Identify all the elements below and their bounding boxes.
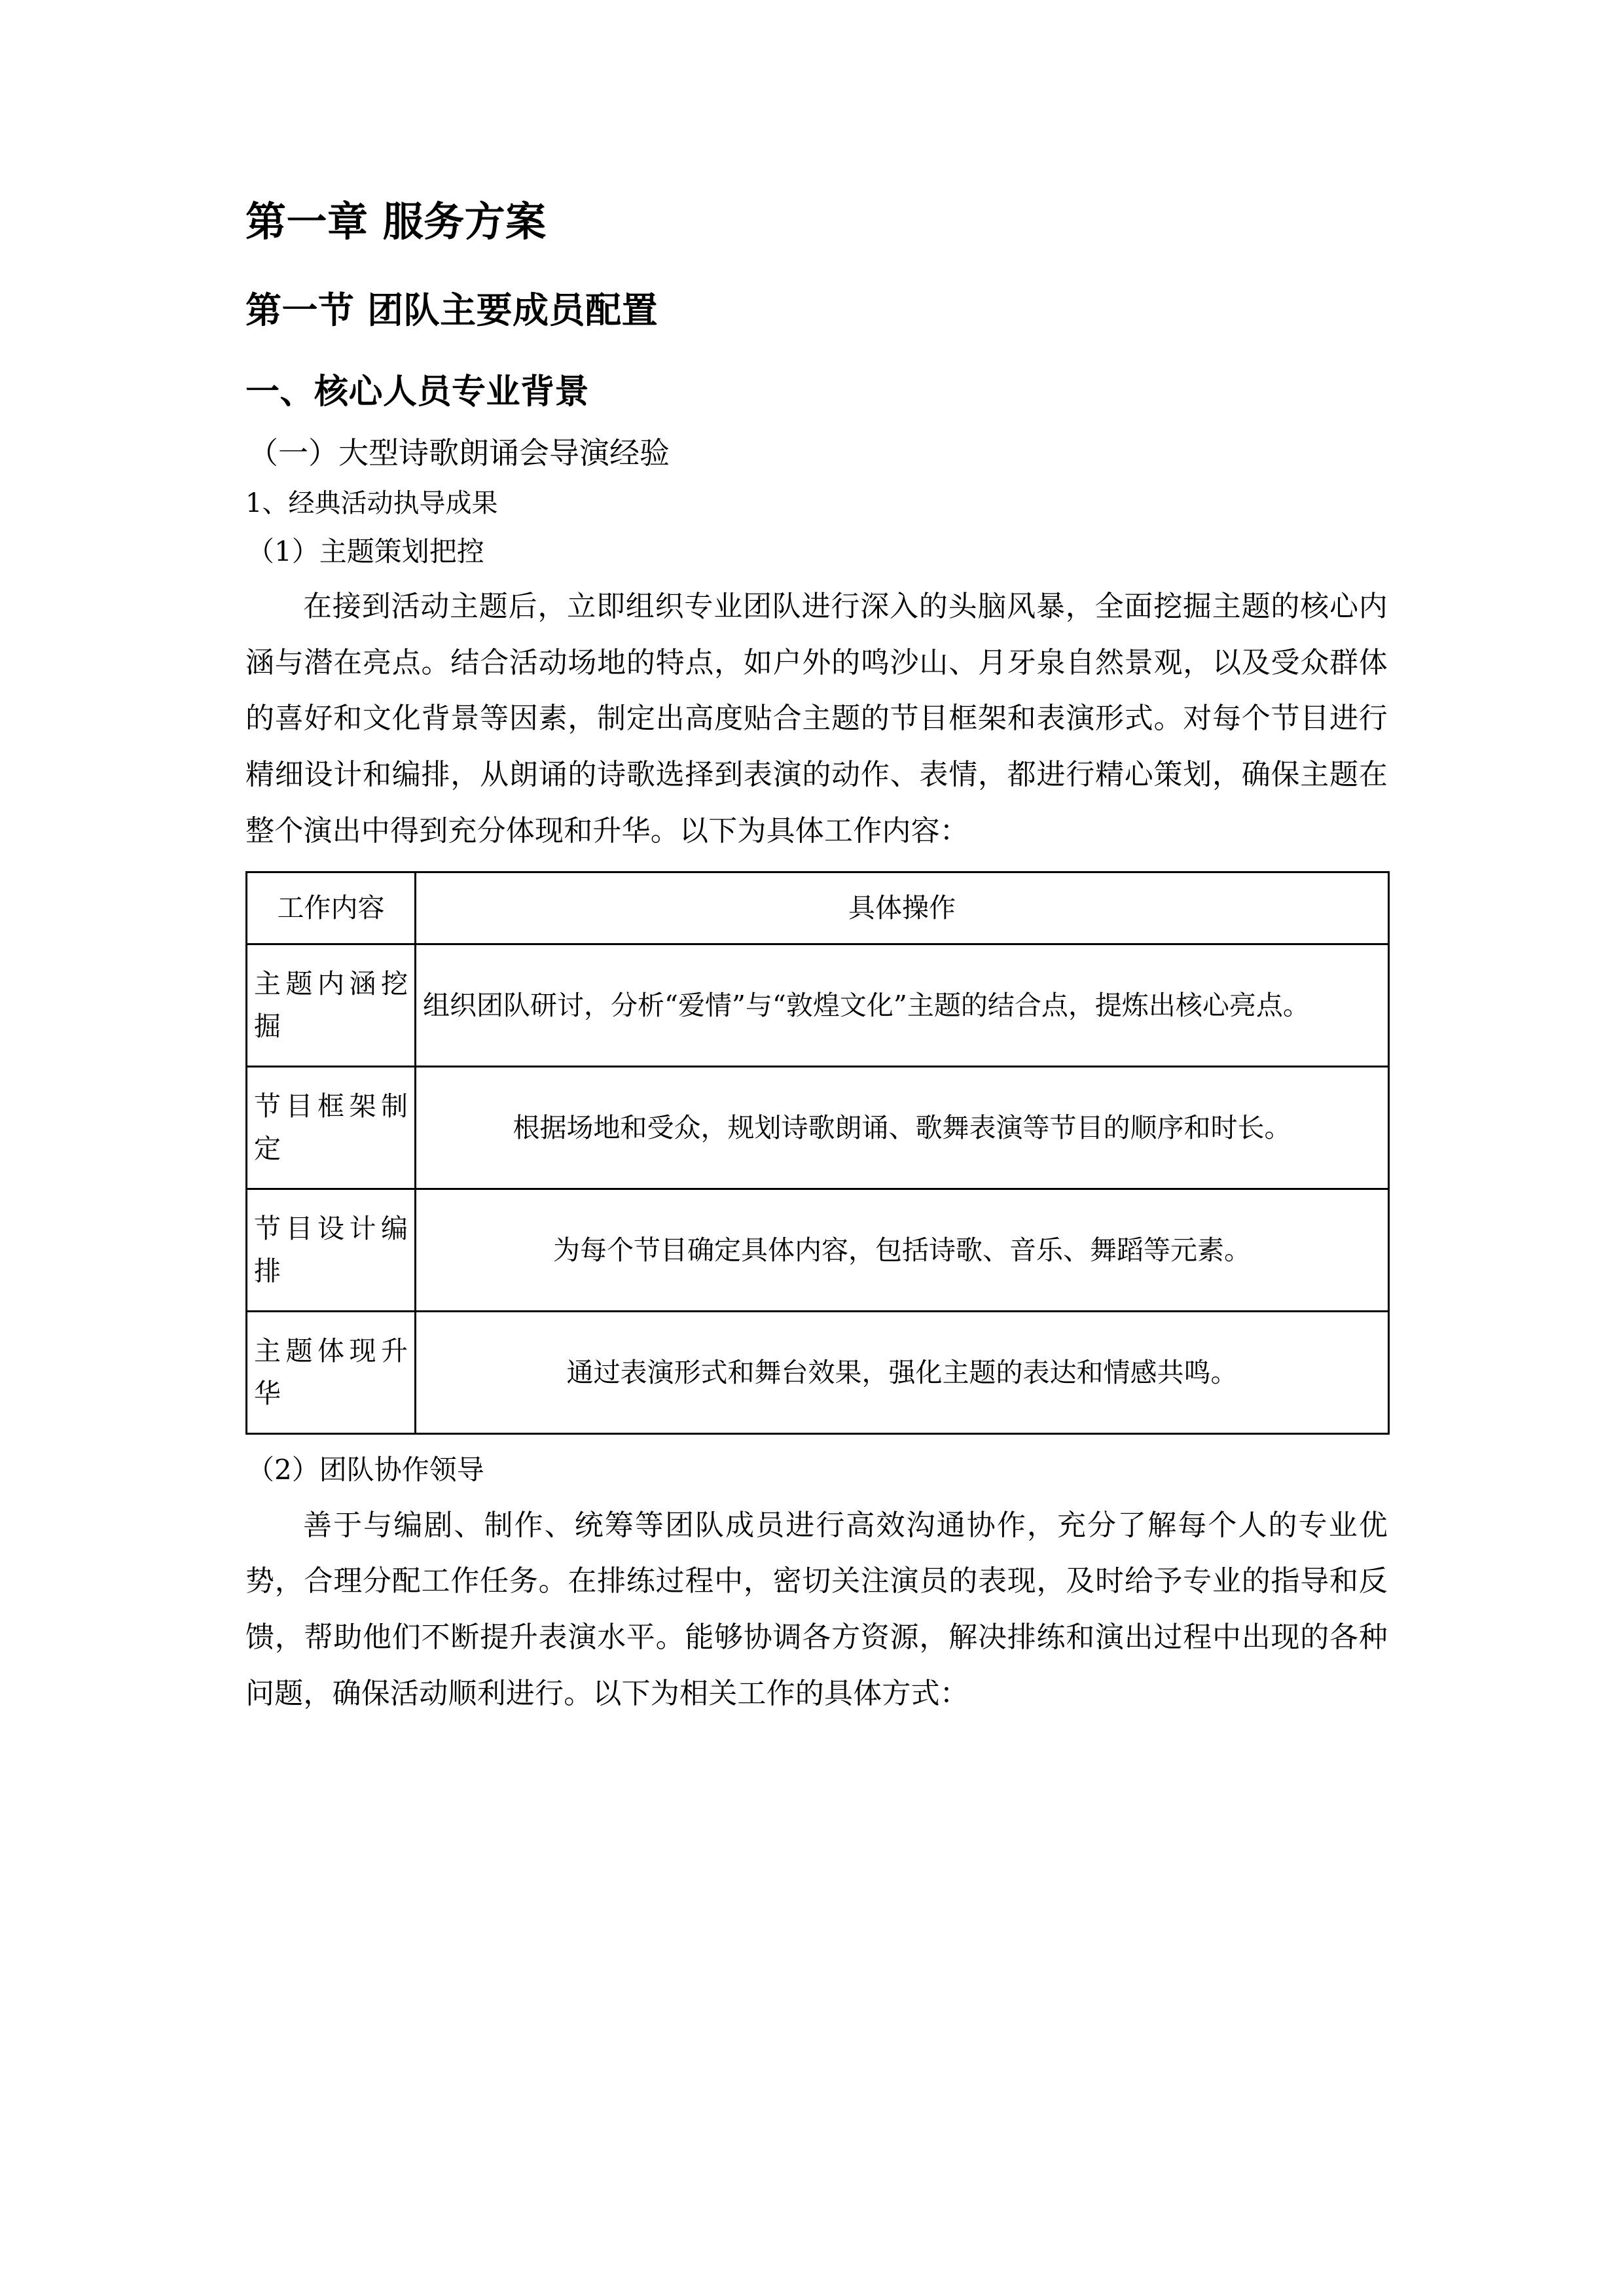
table-cell-detail: 通过表演形式和舞台效果，强化主题的表达和情感共鸣。 — [416, 1312, 1389, 1434]
table-row — [247, 944, 1389, 1067]
section-title: 第一节 团队主要成员配置 — [245, 288, 659, 331]
list-item-2-title: （2）团队协作领导 — [247, 1454, 484, 1486]
table-cell-label: 主题内涵挖掘 — [247, 944, 416, 1067]
table-row — [247, 1189, 1389, 1312]
chapter-title: 第一章 服务方案 — [245, 198, 547, 245]
list-item-level-a: （一）大型诗歌朗诵会导演经验 — [248, 435, 670, 471]
table-row — [247, 1067, 1389, 1189]
list-item-level-number: 1、经典活动执导成果 — [245, 488, 498, 518]
table-header-work-content: 工作内容 — [247, 872, 416, 944]
table-cell-detail: 组织团队研讨，分析“爱情”与“敦煌文化”主题的结合点，提炼出核心亮点。 — [416, 944, 1389, 1067]
subsection-title: 一、核心人员专业背景 — [245, 372, 590, 412]
table-header-row — [247, 872, 1389, 944]
table-header-specific-operation: 具体操作 — [416, 872, 1389, 944]
paragraph-1: 在接到活动主题后，立即组织专业团队进行深入的头脑风暴，全面挖掘主题的核心内涵与潜在亮点。结合活动场地的特点，如户外的鸣沙山、月牙泉自然景观，以及受众群体的喜好和文化背景等因素，制定出高度贴合主题的节目框架和表演形式。对每个节目进行精细设计和编排，从朗诵的诗歌选择到表演的动作、表情，都进行精心策划，确保主题在整个演出中得到充分体现和升华。以下为具体工作内容： — [245, 589, 1388, 848]
table-cell-detail: 根据场地和受众，规划诗歌朗诵、歌舞表演等节目的顺序和时长。 — [416, 1067, 1389, 1189]
work-content-table — [245, 871, 1390, 1435]
paragraph-2: 善于与编剧、制作、统筹等团队成员进行高效沟通协作，充分了解每个人的专业优势，合理分配工作任务。在排练过程中，密切关注演员的表现，及时给予专业的指导和反馈，帮助他们不断提升表演水平。能够协调各方资源，解决排练和演出过程中出现的各种问题，确保活动顺利进行。以下为相关工作的具体方式： — [245, 1508, 1388, 1711]
table-cell-label: 主题体现升华 — [247, 1312, 416, 1434]
list-item-1-title: （1）主题策划把控 — [247, 535, 484, 567]
table-row — [247, 1312, 1389, 1434]
table-cell-label: 节目框架制定 — [247, 1067, 416, 1189]
document-body — [245, 196, 1388, 1722]
table-cell-detail: 为每个节目确定具体内容，包括诗歌、音乐、舞蹈等元素。 — [416, 1189, 1389, 1312]
table-cell-label: 节目设计编排 — [247, 1189, 416, 1312]
